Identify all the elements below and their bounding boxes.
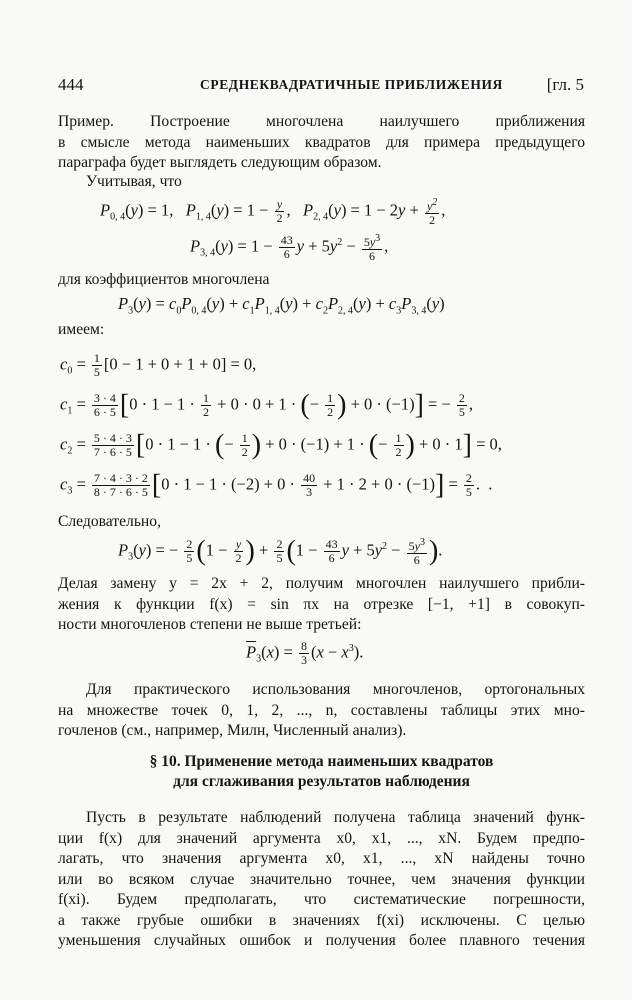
- equation-c0: $c_0$ = $\frac{1}{5}$ [0 − 1 + 0 + 1 + 0] = 0,: [60, 351, 257, 379]
- text-line: лагать, что значения аргумента x0, x1, ..., xN найдены точно: [58, 850, 585, 867]
- considering-line: [86, 172, 386, 193]
- text-line: жения к функции f(x) = sin πx на отрезке [−1, +1] в совокуп-: [58, 595, 585, 613]
- text-line: Пример. Построение многочлена наилучшего приближения: [58, 113, 585, 130]
- text-line: а также грубые ошибки в значениях f(xi) исключены. С целью: [58, 911, 585, 929]
- running-title: СРЕДНЕКВАДРАТИЧНЫЕ ПРИБЛИЖЕНИЯ: [200, 77, 503, 92]
- equation-final-polynomial: $\overline{P}_3(x)$ = $\frac{8}{3}$ $(x - x^3)$.: [246, 639, 364, 667]
- running-header: [58, 75, 584, 97]
- text-line: Пусть в результате наблюдений получена таблица значений функ-: [86, 809, 585, 826]
- text-line: f(xi). Будем предполагать, что систематические погрешности,: [58, 891, 585, 908]
- text-line: для коэффициентов многочлена: [58, 271, 270, 288]
- equation-p-basis: $P_{0, 4}(y) = 1$, $P_{1, 4}(y) = 1$ − $\frac{y}{2}$ , $P_{2, 4}(y) = 1 - 2y$ + $\frac{y^2}{2}$ ,: [100, 197, 446, 227]
- practical-paragraph: [58, 680, 585, 742]
- section-title-line: для сглаживания результатов наблюдения: [173, 773, 470, 790]
- text-line: Учитывая, что: [86, 173, 182, 190]
- equation-p3-result: $P_3(y)$ = − $\frac{2}{5}$ (1 − $\frac{y}{2}$ ) + $\frac{2}{5}$ (1 − $\frac{43}{6}$ $y + 5y^2$ − $\frac{5y^3}{6}$ ).: [118, 535, 443, 567]
- text-line: или во всяком случае значительно точнее, чем значения функции: [58, 870, 585, 888]
- page-number: 444: [58, 75, 84, 94]
- section-title: [58, 752, 585, 792]
- chapter-label: [гл. 5: [546, 75, 584, 94]
- coeffs-line: [58, 270, 585, 291]
- equation-c3: $c_3$ = $\frac{7 \cdot 4 \cdot 3 \cdot 2}{8 \cdot 7 \cdot 6 \cdot 5}$ [0 · 1 − 1 · (−2) + 0 · $\frac{40}{3}$ + 1 · 2 + 0 · (−1)] = $\frac{2}{5}$ . .: [60, 469, 493, 501]
- text-line: имеем:: [58, 321, 105, 338]
- equation-c1: $c_1$ = $\frac{3 \cdot 4}{6 \cdot 5}$ [0 · 1 − 1 · $\frac{1}{2}$ + 0 · 0 + 1 · (− $\frac{1}{2}$ ) + 0 · (−1)] = − $\frac{2}{5}$ ,: [60, 389, 474, 421]
- text-line: Для практического использования многочленов, ортогональных: [86, 681, 585, 698]
- example-intro: [58, 112, 585, 174]
- text-line: Следовательно,: [58, 513, 161, 530]
- equation-c2: $c_2$ = $\frac{5 \cdot 4 \cdot 3}{7 \cdot 6 \cdot 5}$ [0 · 1 − 1 · (− $\frac{1}{2}$ ) + 0 · (−1) + 1 · (− $\frac{1}{2}$ ) + 0 · 1] = 0,: [60, 429, 502, 461]
- section-body: [58, 808, 585, 952]
- therefore-line: [58, 512, 585, 533]
- text-line: Делая замену y = 2x + 2, получим многочлен наилучшего прибли-: [58, 575, 585, 592]
- equation-p3: $P_{3, 4}(y) = 1$ − $\frac{43}{6}$ $y + 5y^2$ − $\frac{5y^3}{6}$ ,: [190, 233, 389, 263]
- text-line: ности многочленов степени не выше третьей:: [58, 616, 362, 633]
- substitution-paragraph: [58, 574, 585, 636]
- text-line: уменьшения случайных ошибок и получения более плавного течения: [58, 932, 585, 949]
- text-line: ции f(x) для значений аргумента x0, x1, ..., xN. Будем предпо-: [58, 829, 585, 847]
- text-line: гочленов (см., например, Милн, Численный анализ).: [58, 722, 407, 739]
- text-line: в смысле метода наименьших квадратов для примера предыдущего: [58, 133, 585, 151]
- text-line: параграфа будет выглядеть следующим образом.: [58, 154, 382, 171]
- equation-polynomial: $P_3(y) = c_0P_{0, 4}(y) + c_1P_{1, 4}(y) + c_2P_{2, 4}(y) + c_3P_{3, 4}(y)$: [118, 294, 445, 317]
- text-line: на множестве точек 0, 1, 2, ..., n, составлены таблицы этих мно-: [58, 701, 585, 719]
- we-have-line: [58, 320, 585, 341]
- section-title-line: § 10. Применение метода наименьших квадратов: [149, 753, 494, 770]
